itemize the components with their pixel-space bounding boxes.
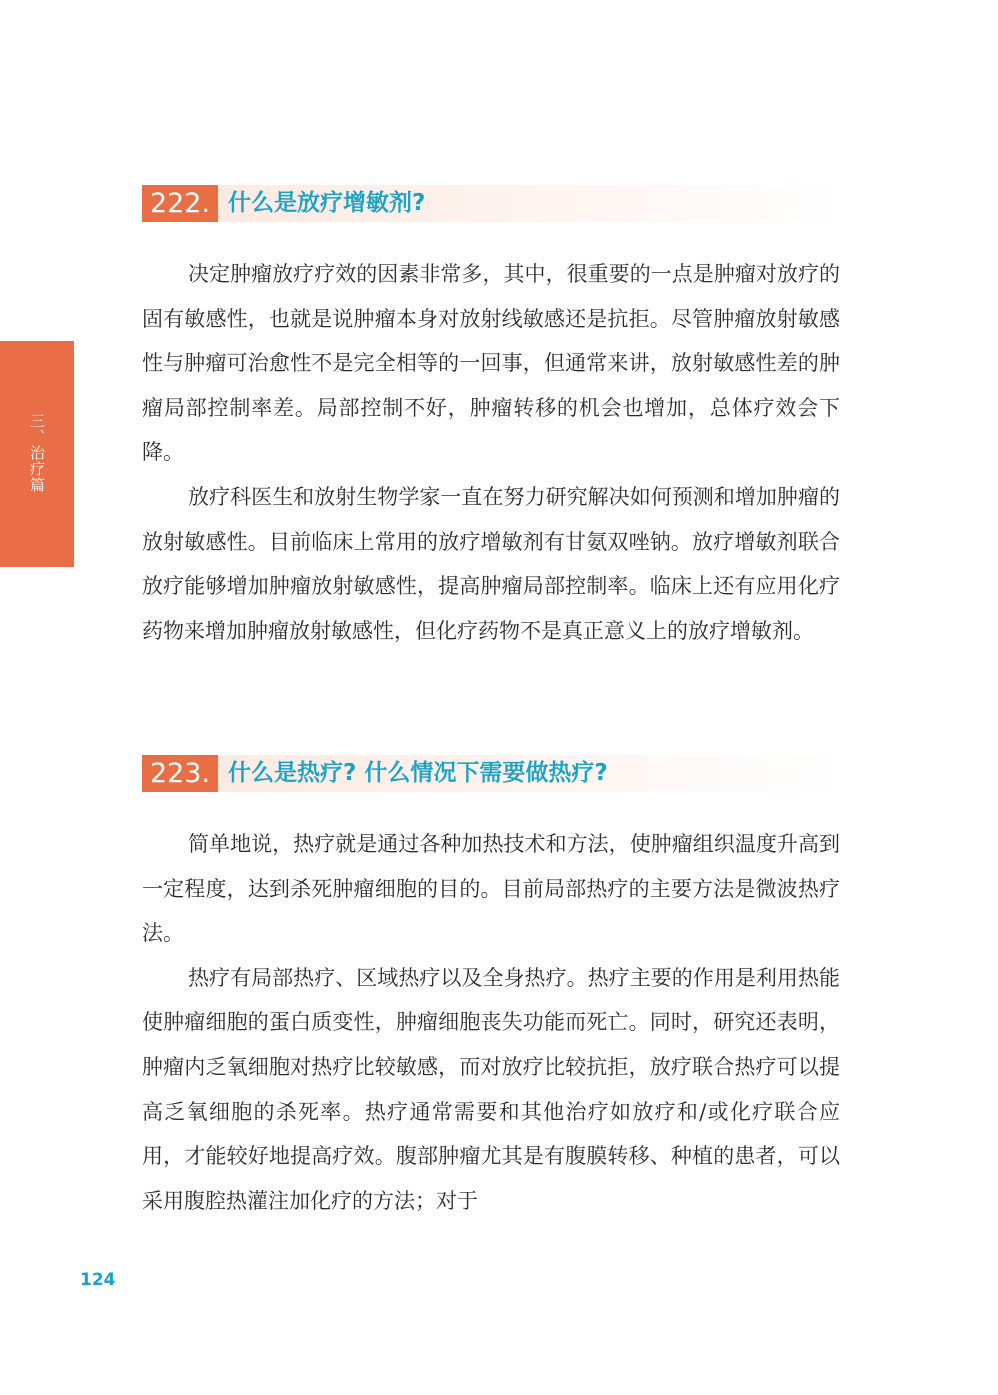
chapter-side-tab-label: 三、治疗篇 bbox=[28, 413, 46, 493]
chapter-side-tab bbox=[0, 341, 74, 567]
paragraph: 放疗科医生和放射生物学家一直在努力研究解决如何预测和增加肿瘤的放射敏感性。目前临床上常用的放疗增敏剂有甘氨双唑钠。放疗增敏剂联合放疗能够增加肿瘤放射敏感性，提高肿瘤局部控制率。临床上还有应用化疗药物来增加肿瘤放射敏感性，但化疗药物不是真正意义上的放疗增敏剂。 bbox=[142, 484, 840, 643]
section-body-222 bbox=[142, 252, 840, 653]
section-body-223 bbox=[142, 822, 840, 1223]
paragraph: 简单地说，热疗就是通过各种加热技术和方法，使肿瘤组织温度升高到一定程度，达到杀死肿瘤细胞的目的。目前局部热疗的主要方法是微波热疗法。 bbox=[142, 832, 840, 946]
section-title: 什么是放疗增敏剂? bbox=[228, 190, 426, 216]
section-heading-222 bbox=[142, 185, 840, 222]
page-number: 124 bbox=[80, 1270, 116, 1290]
section-heading-223 bbox=[142, 755, 840, 792]
paragraph: 决定肿瘤放疗疗效的因素非常多，其中，很重要的一点是肿瘤对放疗的固有敏感性，也就是说肿瘤本身对放射线敏感还是抗拒。尽管肿瘤放射敏感性与肿瘤可治愈性不是完全相等的一回事，但通常来讲，放射敏感性差的肿瘤局部控制率差。局部控制不好，肿瘤转移的机会也增加，总体疗效会下降。 bbox=[142, 262, 840, 465]
section-title: 什么是热疗? 什么情况下需要做热疗? bbox=[228, 760, 608, 786]
paragraph: 热疗有局部热疗、区域热疗以及全身热疗。热疗主要的作用是利用热能使肿瘤细胞的蛋白质变性，肿瘤细胞丧失功能而死亡。同时，研究还表明，肿瘤内乏氧细胞对热疗比较敏感，而对放疗比较抗拒，放疗联合热疗可以提高乏氧细胞的杀死率。热疗通常需要和其他治疗如放疗和/或化疗联合应用，才能较好地提高疗效。腹部肿瘤尤其是有腹膜转移、种植的患者，可以采用腹腔热灌注加化疗的方法；对于 bbox=[142, 965, 840, 1213]
section-number: 222. bbox=[142, 185, 218, 222]
section-number: 223. bbox=[142, 755, 218, 792]
